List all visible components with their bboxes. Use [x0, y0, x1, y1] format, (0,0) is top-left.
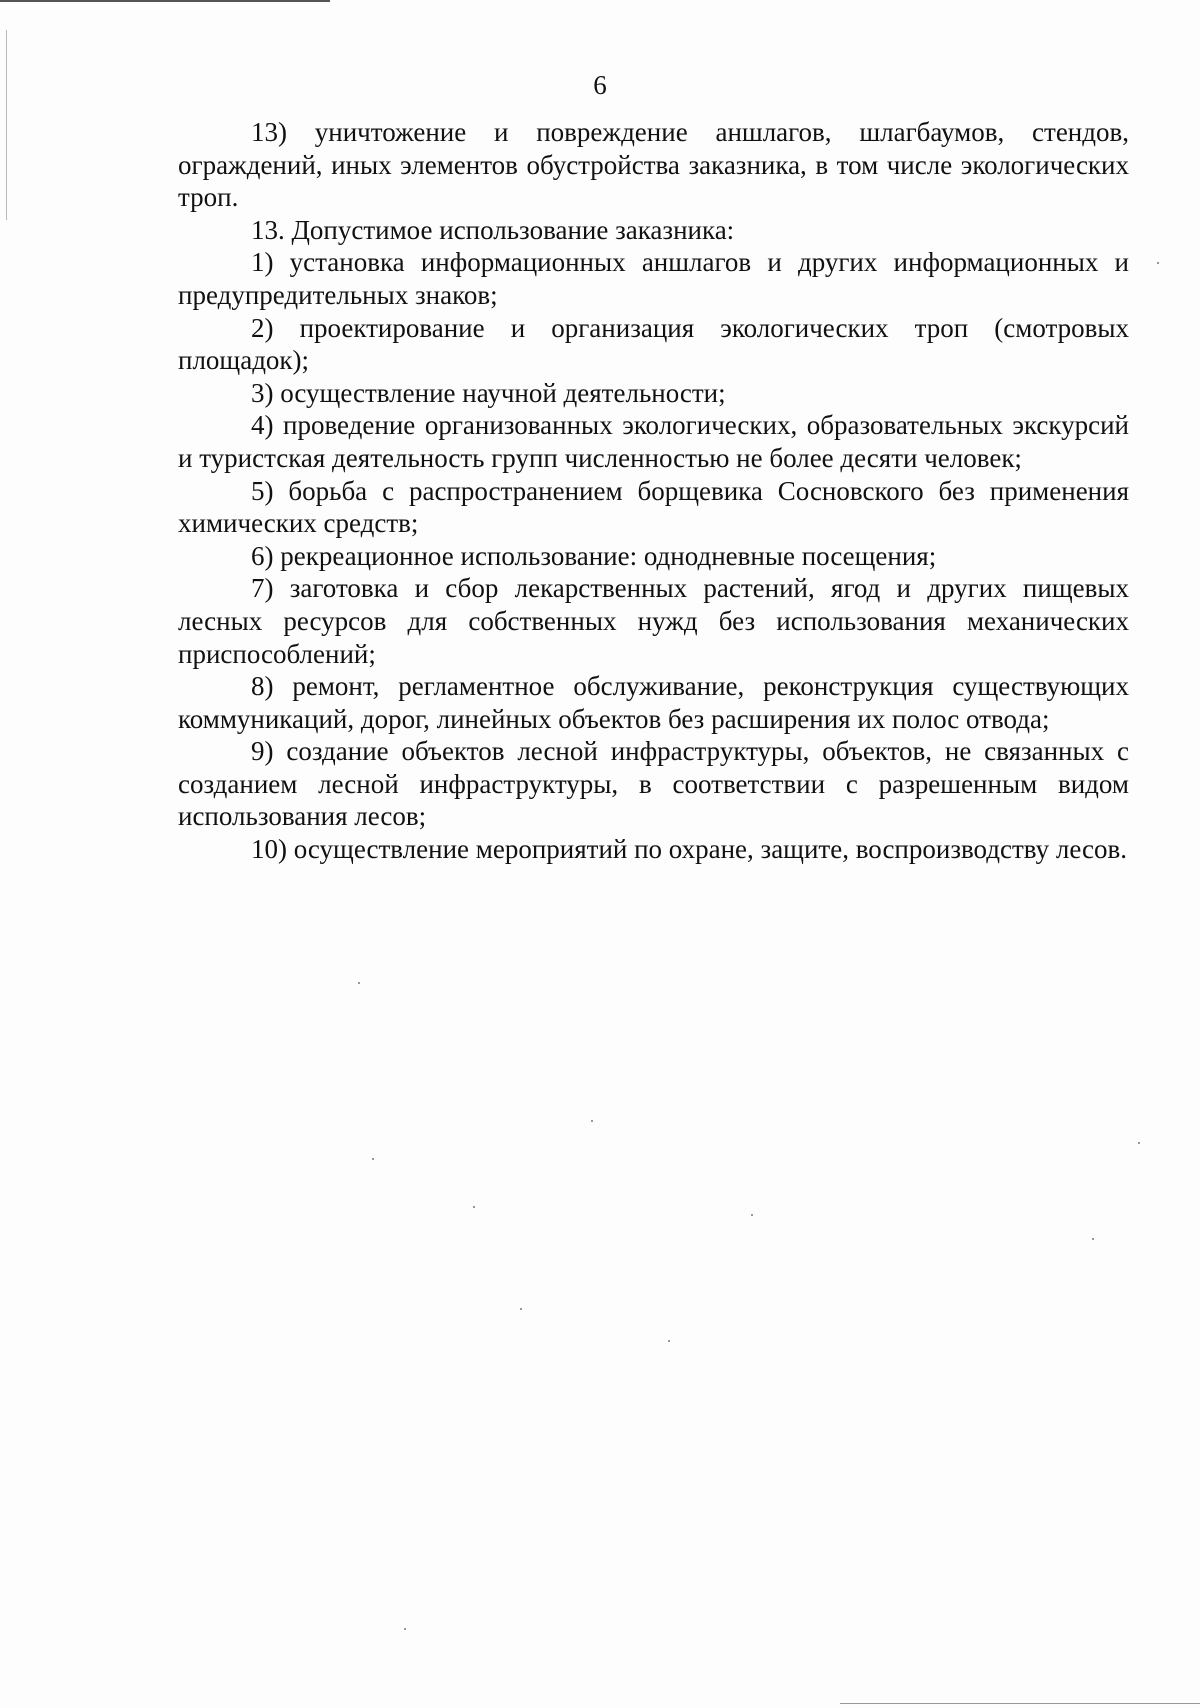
paragraph-item-10-forest-protection: 10) осуществление мероприятий по охране, защите, воспроизводству лесов. — [251, 834, 1127, 865]
scan-speck — [404, 1628, 406, 1630]
paragraph-item-8-repair: 8) ремонт, регламентное обслуживание, реконструкция существующих коммуникаций, дорог, линейных объектов без расширения их полос отвода; — [178, 671, 1129, 734]
paragraph-item-7-harvesting: 7) заготовка и сбор лекарственных растений, ягод и других пищевых лесных ресурсов для собственных нужд без использования механических приспособлений; — [178, 573, 1129, 669]
scan-speck — [1092, 1238, 1094, 1240]
scan-speck — [1157, 262, 1159, 264]
scan-speck — [751, 1214, 753, 1216]
document-body — [178, 116, 1129, 866]
paragraph-item-3-science: 3) осуществление научной деятельности; — [251, 377, 726, 408]
scan-speck — [591, 1120, 593, 1122]
paragraph-section-13-heading: 13. Допустимое использование заказника: — [251, 214, 735, 245]
paragraph-item-4-excursions: 4) проведение организованных экологических, образовательных экскурсий и туристская деятельность групп численностью не более десяти человек; — [178, 410, 1129, 473]
paragraph-item-13-destruction: 13) уничтожение и повреждение аншлагов, шлагбаумов, стендов, ограждений, иных элементов обустройства заказника, в том числе экологических троп. — [178, 117, 1129, 213]
scan-speck — [473, 1206, 475, 1208]
paragraph-item-6-recreation: 6) рекреационное использование: однодневные посещения; — [251, 540, 937, 571]
scan-edge-line — [0, 0, 330, 2]
paragraph-item-2-trails: 2) проектирование и организация экологических троп (смотровых площадок); — [178, 312, 1129, 376]
scan-speck — [372, 1158, 374, 1160]
scan-edge-line — [840, 1703, 1200, 1704]
scan-speck — [520, 1308, 522, 1310]
paragraph-item-1-signs: 1) установка информационных аншлагов и других информационных и предупредительных знаков; — [178, 247, 1129, 310]
scan-speck — [668, 1340, 670, 1342]
scan-speck — [1138, 1142, 1140, 1144]
scan-speck — [358, 982, 360, 984]
scan-edge-line — [6, 30, 7, 220]
paragraph-item-9-infrastructure: 9) создание объектов лесной инфраструктуры, объектов, не связанных с созданием лесной инфраструктуры, в соответствии с разрешенным видом использования лесов; — [178, 736, 1129, 832]
paragraph-item-5-hogweed: 5) борьба с распространением борщевика Сосновского без применения химических средств; — [178, 475, 1129, 539]
page-number: 6 — [593, 70, 607, 100]
